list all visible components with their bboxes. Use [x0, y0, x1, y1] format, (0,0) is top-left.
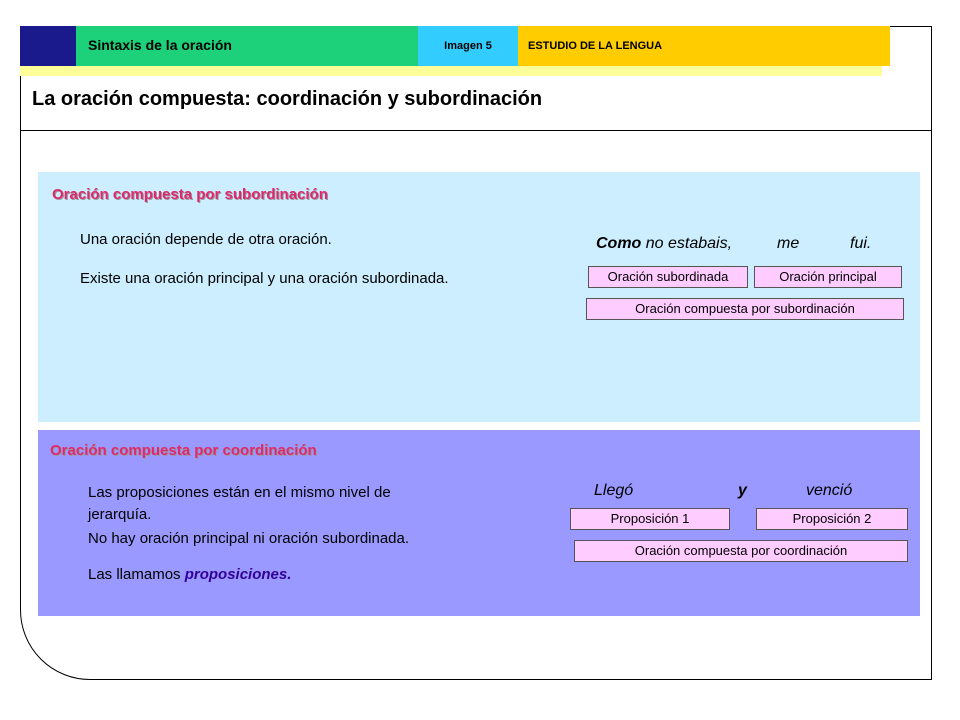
- subordination-line-2: Existe una oración principal y una oración subordinada.: [80, 270, 449, 287]
- example-word-rest: no estabais,: [641, 235, 733, 252]
- example-word-como: Como: [596, 235, 642, 252]
- tag-proposition-2: Proposición 2: [756, 508, 908, 530]
- header-image-label: Imagen 5: [418, 26, 518, 66]
- coordination-panel: [38, 430, 920, 616]
- example-word-me: me: [777, 235, 800, 252]
- coordination-line-1: Las proposiciones están en el mismo nivel de: [88, 484, 391, 501]
- subordination-example-como: [596, 235, 732, 253]
- header-blue-block: [20, 26, 76, 66]
- coordination-emphasis-proposiciones: proposiciones.: [184, 566, 292, 583]
- example-conj-y: y: [738, 482, 747, 499]
- coordination-heading: Oración compuesta por coordinación: [50, 442, 317, 459]
- coordination-line-4-prefix: Las llamamos: [88, 566, 185, 583]
- example-word-fui: fui.: [850, 235, 872, 252]
- tag-compound-coordination: Oración compuesta por coordinación: [574, 540, 908, 562]
- tag-principal-clause: Oración principal: [754, 266, 902, 288]
- subordination-line-1: Una oración depende de otra oración.: [80, 231, 332, 248]
- header-section: Sintaxis de la oración: [76, 26, 418, 66]
- coordination-line-3: No hay oración principal ni oración subordinada.: [88, 530, 410, 547]
- tag-subordinate-clause: Oración subordinada: [588, 266, 748, 288]
- page-title: La oración compuesta: coordinación y subordinación: [32, 88, 543, 110]
- coordination-line-2: jerarquía.: [88, 506, 152, 523]
- example-word-vencio: venció: [806, 482, 853, 499]
- tag-compound-subordination: Oración compuesta por subordinación: [586, 298, 904, 320]
- example-word-llego: Llegó: [594, 482, 634, 499]
- coordination-line-4: [88, 564, 291, 586]
- subordination-heading: Oración compuesta por subordinación: [52, 186, 328, 203]
- subordination-panel: [38, 172, 920, 422]
- title-divider: [20, 130, 932, 131]
- tag-proposition-1: Proposición 1: [570, 508, 730, 530]
- header-subject: ESTUDIO DE LA LENGUA: [518, 26, 890, 66]
- header-stripe: [20, 66, 882, 76]
